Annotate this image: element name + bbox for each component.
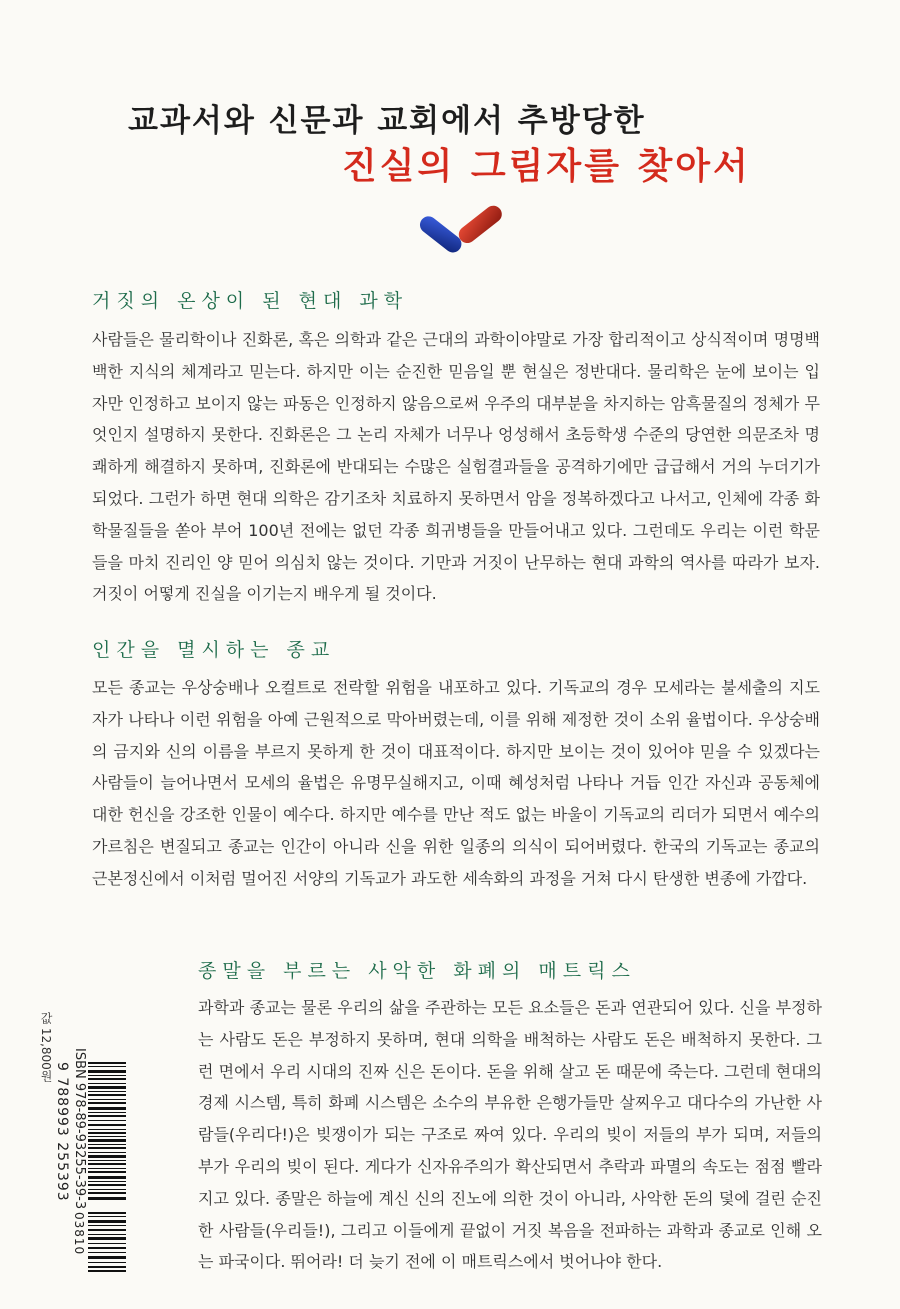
barcode-addon-digits: 03810 (72, 1212, 86, 1256)
headline-line2: 진실의 그림자를 찾아서 (342, 146, 751, 187)
section-title-modern-science: 거짓의 온상이 된 현대 과학 (92, 290, 409, 312)
headline-line1: 교과서와 신문과 교회에서 추방당한 (128, 103, 646, 139)
barcode-addon (88, 1212, 126, 1272)
section-body-modern-science: 사람들은 물리학이나 진화론, 혹은 의학과 같은 근대의 과학이야말로 가장 합리적이고 상식적이며 명명백백한 지식의 체계라고 믿는다. 하지만 이는 순진한 믿음일 뿐 현실은 정반대다. 물리학은 눈에 보이는 입자만 인정하고 보이지 않는 파동은 인정하지 않음으로써 우주의 대부분을 차지하는 암흑물질의 정체가 무엇인지 설명하지 못한다. 진화론은 그 논리 자체가 너무나 엉성해서 초등학생 수준의 당연한 의문조차 명쾌하게 해결하지 못하며, 진화론에 반대되는 수많은 실험결과들을 공격하기에만 급급해서 거의 누더기가 되었다. 그런가 하면 현대 의학은 감기조차 치료하지 못하면서 암을 정복하겠다고 나서고, 인체에 각종 화학물질들을 쏟아 부어 100년 전에는 없던 각종 희귀병들을 만들어내고 있다. 그런데도 우리는 이런 학문들을 마치 진리인 양 믿어 의심치 않는 것이다. 기만과 거짓이 난무하는 현대 과학의 역사를 따라가 보자. 거짓이 어떻게 진실을 이기는지 배우게 될 것이다. (92, 330, 820, 604)
red-blue-pills-illustration (415, 200, 515, 270)
blue-pill (417, 213, 465, 256)
section-body-money-matrix: 과학과 종교는 물론 우리의 삶을 주관하는 모든 요소들은 돈과 연관되어 있다. 신을 부정하는 사람도 돈은 부정하지 못하며, 현대 의학을 배척하는 사람도 돈은 배척하지 못한다. 그런 면에서 우리 시대의 진짜 신은 돈이다. 돈을 위해 살고 돈 때문에 죽는다. 그런데 현대의 경제 시스템, 특히 화폐 시스템은 소수의 부유한 은행가들만 살찌우고 대다수의 가난한 사람들(우리다!)은 빚쟁이가 되는 구조로 짜여 있다. 우리의 빚이 저들의 부가 되며, 저들의 부가 우리의 빚이 된다. 게다가 신자유주의가 확산되면서 추락과 파멸의 속도는 점점 빨라지고 있다. 종말은 하늘에 계신 신의 진노에 의한 것이 아니라, 사악한 돈의 덫에 걸린 순진한 사람들(우리들!), 그리고 이들에게 끝없이 거짓 복음을 전파하는 과학과 종교로 인해 오는 파국이다. 뛰어라! 더 늦기 전에 이 매트릭스에서 벗어나야 한다. (198, 998, 822, 1272)
isbn-barcode (88, 1062, 126, 1200)
price-label: 값 12,800원 (39, 1012, 53, 1082)
isbn-digits: 9 788993 255393 (54, 1062, 70, 1202)
section-title-religion: 인간을 멸시하는 종교 (92, 639, 336, 661)
section-body-religion: 모든 종교는 우상숭배나 오컬트로 전락할 위험을 내포하고 있다. 기독교의 경우 모세라는 불세출의 지도자가 나타나 이런 위험을 아예 근원적으로 막아버렸는데, 이를 위해 제정한 것이 소위 율법이다. 우상숭배의 금지와 신의 이름을 부르지 못하게 한 것이 대표적이다. 하지만 보이는 것이 있어야 믿을 수 있겠다는 사람들이 늘어나면서 모세의 율법은 유명무실해지고, 이때 혜성처럼 나타나 거듭 인간 자신과 공동체에 대한 헌신을 강조한 인물이 예수다. 하지만 예수를 만난 적도 없는 바울이 기독교의 리더가 되면서 예수의 가르침은 변질되고 종교는 인간이 아니라 신을 위한 일종의 의식이 되어버렸다. 한국의 기독교는 종교의 근본정신에서 이처럼 멀어진 서양의 기독교가 과도한 세속화의 과정을 거쳐 다시 탄생한 변종에 가깝다. (92, 678, 820, 888)
red-pill (455, 202, 505, 246)
section-title-money-matrix: 종말을 부르는 사악한 화폐의 매트릭스 (198, 960, 636, 982)
isbn-label: ISBN 978-89-93255-39-3 (72, 1048, 87, 1210)
